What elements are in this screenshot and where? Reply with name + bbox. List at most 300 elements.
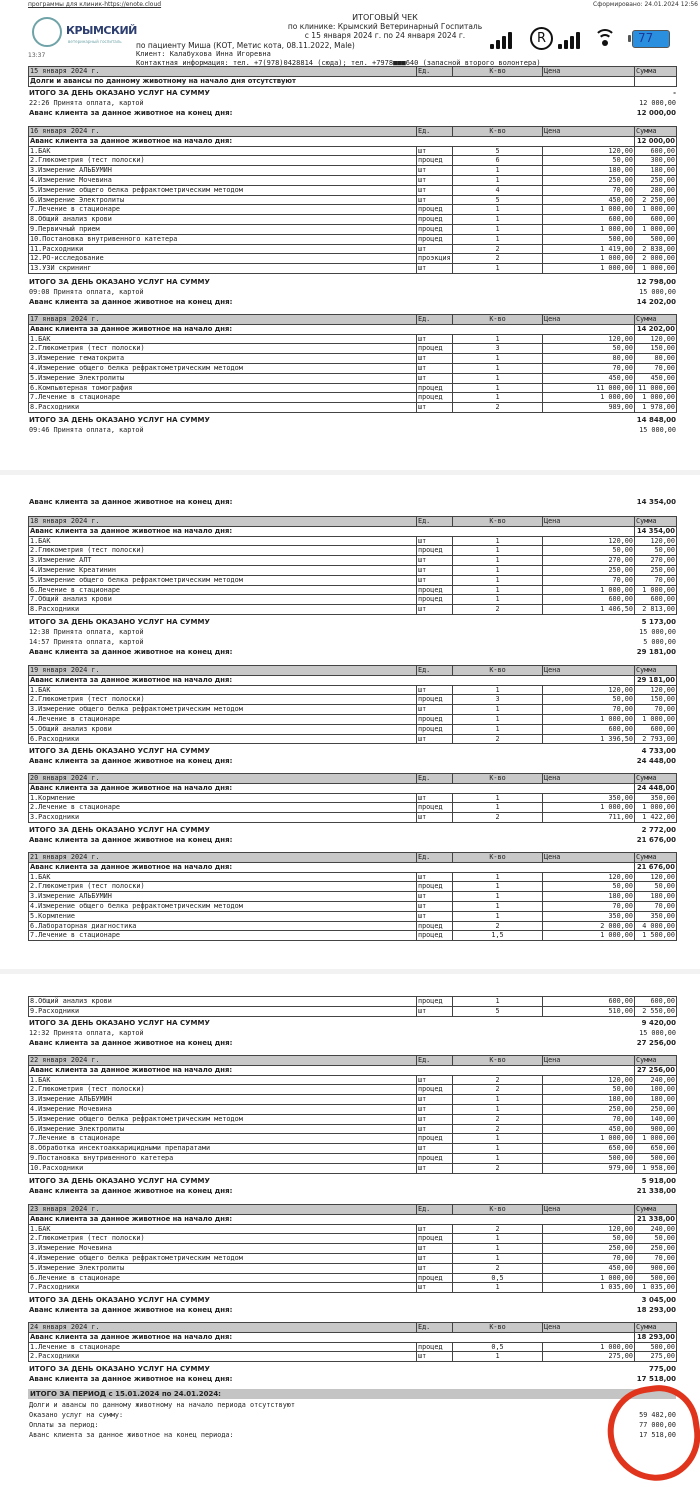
service-name: 8.Обработка инсектоаккарицидными препаратами xyxy=(29,1144,417,1154)
service-name: 5.Кормление xyxy=(29,911,417,921)
service-qty: 1 xyxy=(453,585,543,595)
column-qty: К-во xyxy=(453,67,543,77)
service-row xyxy=(29,1153,677,1163)
service-price: 120,00 xyxy=(543,1224,635,1234)
start-advance-value: 12 000,00 xyxy=(635,136,677,146)
service-name: 9.Постановка внутривенного катетера xyxy=(29,1153,417,1163)
service-name: 7.Расходники xyxy=(29,1283,417,1293)
service-sum: 140,00 xyxy=(635,1114,677,1124)
service-unit: шт xyxy=(417,793,453,803)
no-debts-label: Долги и авансы по данному животному на начало дня отсутствуют xyxy=(29,76,635,86)
payment-line-value: 15 000,00 xyxy=(639,1028,676,1037)
service-price: 1 000,00 xyxy=(543,224,635,234)
service-unit: шт xyxy=(417,1263,453,1273)
service-name: 4.Измерение Креатинин xyxy=(29,565,417,575)
service-sum: 150,00 xyxy=(635,344,677,354)
column-price: Цена xyxy=(543,67,635,77)
start-advance-label: Аванс клиента за данное животное на начало дня: xyxy=(29,783,635,793)
day-date: 20 января 2024 г. xyxy=(29,774,417,784)
service-name: 2.Глюкометрия (тест полоски) xyxy=(29,344,417,354)
service-row xyxy=(29,215,677,225)
service-price: 11 000,00 xyxy=(543,383,635,393)
end-advance-value: 29 181,00 xyxy=(636,648,676,656)
column-sum: Сумма xyxy=(635,127,677,137)
service-sum: 120,00 xyxy=(635,334,677,344)
service-name: 3.Измерение АЛЬБУМИН xyxy=(29,1095,417,1105)
service-qty: 1 xyxy=(453,354,543,364)
service-name: 6.Компьютерная томография xyxy=(29,383,417,393)
day-total-value: 9 420,00 xyxy=(641,1018,676,1027)
start-advance-row xyxy=(29,136,677,146)
service-price: 500,00 xyxy=(543,1153,635,1163)
end-advance xyxy=(29,647,676,657)
service-unit: шт xyxy=(417,244,453,254)
service-sum: 4 000,00 xyxy=(635,921,677,931)
service-row xyxy=(29,354,677,364)
service-qty: 1 xyxy=(453,705,543,715)
end-advance-value: 18 293,00 xyxy=(636,1306,676,1315)
service-sum: 1 035,00 xyxy=(635,1283,677,1293)
service-row xyxy=(29,546,677,556)
service-sum: 275,00 xyxy=(635,1352,677,1362)
period-no-debts-text: Долги и авансы по данному животному на начало периода отсутствуют xyxy=(29,1401,295,1409)
service-qty: 1 xyxy=(453,793,543,803)
service-unit: шт xyxy=(417,705,453,715)
service-name: 2.Глюкометрия (тест полоски) xyxy=(29,1234,417,1244)
end-advance-value: 14 202,00 xyxy=(636,297,676,306)
service-row xyxy=(29,1352,677,1362)
end-advance-value: 17 518,00 xyxy=(636,1374,676,1383)
day-total-label: ИТОГО ЗА ДЕНЬ ОКАЗАНО УСЛУГ НА СУММУ xyxy=(29,416,210,424)
service-sum: 1 000,00 xyxy=(635,714,677,724)
service-sum: 250,00 xyxy=(635,1244,677,1254)
service-sum: 600,00 xyxy=(635,724,677,734)
logo-emblem-icon xyxy=(32,17,62,47)
service-qty: 1 xyxy=(453,1352,543,1362)
service-qty: 2 xyxy=(453,813,543,823)
service-qty: 1 xyxy=(453,334,543,344)
column-sum: Сумма xyxy=(635,774,677,784)
service-sum: 350,00 xyxy=(635,793,677,803)
service-name: 4.Измерение Мочевина xyxy=(29,175,417,185)
service-unit: процед xyxy=(417,1085,453,1095)
service-price: 50,00 xyxy=(543,156,635,166)
service-unit: шт xyxy=(417,1095,453,1105)
service-row xyxy=(29,1263,677,1273)
signal-icon xyxy=(490,32,512,49)
service-name: 8.Расходники xyxy=(29,403,417,413)
end-advance xyxy=(29,1038,676,1048)
service-sum: 1 000,00 xyxy=(635,264,677,274)
service-row xyxy=(29,1224,677,1234)
payment-line xyxy=(29,637,676,647)
service-name: 2.Глюкометрия (тест полоски) xyxy=(29,156,417,166)
service-unit: процед xyxy=(417,215,453,225)
logo-name: КРЫМСКИЙ xyxy=(66,24,137,37)
column-sum: Сумма xyxy=(635,315,677,325)
service-price: 120,00 xyxy=(543,334,635,344)
service-price: 50,00 xyxy=(543,1085,635,1095)
signal-icon xyxy=(558,32,580,49)
day-date: 21 января 2024 г. xyxy=(29,853,417,863)
service-name: 5.Измерение общего белка рефрактометрическим методом xyxy=(29,575,417,585)
column-unit: Ед. xyxy=(417,67,453,77)
service-row xyxy=(29,595,677,605)
service-price: 450,00 xyxy=(543,1263,635,1273)
start-advance-row xyxy=(29,675,677,685)
service-row xyxy=(29,1273,677,1283)
day-total-label: ИТОГО ЗА ДЕНЬ ОКАЗАНО УСЛУГ НА СУММУ xyxy=(29,1176,210,1185)
service-name: 5.Измерение Электролиты xyxy=(29,1263,417,1273)
column-unit: Ед. xyxy=(417,1205,453,1215)
service-unit: шт xyxy=(417,901,453,911)
service-unit: процед xyxy=(417,714,453,724)
period-payments xyxy=(29,1420,676,1430)
day-total xyxy=(29,415,676,425)
service-price: 600,00 xyxy=(543,595,635,605)
registered-icon: R xyxy=(530,27,553,50)
service-row xyxy=(29,1244,677,1254)
service-name: 7.Лечение в стационаре xyxy=(29,393,417,403)
service-name: 7.Лечение в стационаре xyxy=(29,931,417,941)
service-qty: 5 xyxy=(453,1006,543,1016)
service-sum: 2 000,00 xyxy=(635,254,677,264)
service-sum: 70,00 xyxy=(635,901,677,911)
service-price: 70,00 xyxy=(543,185,635,195)
service-name: 5.Измерение общего белка рефрактометрическим методом xyxy=(29,185,417,195)
service-qty: 1 xyxy=(453,1244,543,1254)
end-advance-value: 21 676,00 xyxy=(636,835,676,844)
service-qty: 3 xyxy=(453,344,543,354)
column-price: Цена xyxy=(543,315,635,325)
service-unit: процед xyxy=(417,595,453,605)
client-line: Клиент: Калабухова Инна Игоревна xyxy=(136,50,271,58)
service-name: 8.Общий анализ крови xyxy=(29,215,417,225)
service-qty: 2 xyxy=(453,1075,543,1085)
service-sum: 1 422,00 xyxy=(635,813,677,823)
service-unit: шт xyxy=(417,1144,453,1154)
service-name: 1.БАК xyxy=(29,1075,417,1085)
service-unit: шт xyxy=(417,185,453,195)
start-advance-label: Аванс клиента за данное животное на начало дня: xyxy=(29,526,635,536)
service-row xyxy=(29,363,677,373)
service-row xyxy=(29,803,677,813)
service-qty: 1 xyxy=(453,565,543,575)
service-row xyxy=(29,166,677,176)
column-qty: К-во xyxy=(453,853,543,863)
service-qty: 1 xyxy=(453,546,543,556)
column-qty: К-во xyxy=(453,774,543,784)
service-sum: 350,00 xyxy=(635,911,677,921)
service-sum: 50,00 xyxy=(635,546,677,556)
day-table xyxy=(28,1055,677,1174)
service-unit: процед xyxy=(417,997,453,1007)
service-name: 4.Измерение общего белка рефрактометрическим методом xyxy=(29,1253,417,1263)
service-qty: 0,5 xyxy=(453,1342,543,1352)
service-name: 1.БАК xyxy=(29,1224,417,1234)
column-price: Цена xyxy=(543,666,635,676)
service-price: 120,00 xyxy=(543,872,635,882)
service-unit: процед xyxy=(417,383,453,393)
service-sum: 250,00 xyxy=(635,1104,677,1114)
service-qty: 5 xyxy=(453,146,543,156)
service-sum: 600,00 xyxy=(635,146,677,156)
service-row xyxy=(29,1114,677,1124)
start-advance-value: 14 202,00 xyxy=(635,324,677,334)
service-sum: 450,00 xyxy=(635,373,677,383)
day-total-label: ИТОГО ЗА ДЕНЬ ОКАЗАНО УСЛУГ НА СУММУ xyxy=(29,747,210,756)
day-date: 18 января 2024 г. xyxy=(29,517,417,527)
service-sum: 900,00 xyxy=(635,1124,677,1134)
day-total-label: ИТОГО ЗА ДЕНЬ ОКАЗАНО УСЛУГ НА СУММУ xyxy=(29,277,210,286)
end-advance-label: Аванс клиента за данное животное на конец дня: xyxy=(29,835,233,844)
end-advance-label: Аванс клиента за данное животное на конец дня: xyxy=(29,1038,233,1047)
service-name: 1.БАК xyxy=(29,685,417,695)
service-name: 1.БАК xyxy=(29,536,417,546)
service-name: 7.Лечение в стационаре xyxy=(29,1134,417,1144)
service-row xyxy=(29,921,677,931)
service-row xyxy=(29,254,677,264)
day-table xyxy=(28,66,677,87)
service-qty: 1 xyxy=(453,536,543,546)
start-advance-label: Аванс клиента за данное животное на начало дня: xyxy=(29,675,635,685)
service-unit: шт xyxy=(417,872,453,882)
service-qty: 6 xyxy=(453,156,543,166)
service-qty: 1 xyxy=(453,1144,543,1154)
service-name: 11.Расходники xyxy=(29,244,417,254)
payment-line xyxy=(29,627,676,637)
service-unit: шт xyxy=(417,565,453,575)
service-unit: проэкция xyxy=(418,254,451,263)
top-line xyxy=(0,0,700,9)
service-sum: 80,00 xyxy=(635,354,677,364)
service-name: 5.Измерение Электролиты xyxy=(29,373,417,383)
service-sum: 11 000,00 xyxy=(635,383,677,393)
service-row xyxy=(29,892,677,902)
service-unit: шт xyxy=(417,1253,453,1263)
service-unit: шт xyxy=(417,403,453,413)
service-unit: шт xyxy=(417,1124,453,1134)
service-row xyxy=(29,931,677,941)
service-row xyxy=(29,205,677,215)
service-qty: 1 xyxy=(453,872,543,882)
end-advance-label: Аванс клиента за данное животное на конец дня: xyxy=(29,1306,233,1315)
service-row xyxy=(29,1342,677,1352)
column-qty: К-во xyxy=(453,517,543,527)
service-qty: 3 xyxy=(453,695,543,705)
service-price: 600,00 xyxy=(543,724,635,734)
service-name: 10.Постановка внутривенного катетера xyxy=(29,234,417,244)
service-row xyxy=(29,1283,677,1293)
software-link[interactable]: программы для клиник-https://enote.cloud xyxy=(28,1,162,8)
service-name: 1.БАК xyxy=(29,872,417,882)
service-name: 6.Измерение Электролиты xyxy=(29,1124,417,1134)
service-row xyxy=(29,344,677,354)
day-date: 19 января 2024 г. xyxy=(29,666,417,676)
payment-line xyxy=(29,425,676,435)
service-name: 2.Расходники xyxy=(29,1352,417,1362)
service-price: 1 000,00 xyxy=(543,264,635,274)
service-sum: 500,00 xyxy=(635,234,677,244)
start-advance-row xyxy=(29,76,677,86)
service-unit: процед xyxy=(417,1153,453,1163)
service-qty: 1 xyxy=(453,1134,543,1144)
service-sum: 2 838,00 xyxy=(635,244,677,254)
service-row xyxy=(29,1104,677,1114)
wifi-icon xyxy=(594,29,616,47)
service-row xyxy=(29,175,677,185)
service-qty: 1 xyxy=(453,393,543,403)
service-price: 270,00 xyxy=(543,556,635,566)
service-sum: 120,00 xyxy=(635,685,677,695)
service-row xyxy=(29,734,677,744)
day-total xyxy=(29,1176,676,1186)
service-unit: процед xyxy=(417,393,453,403)
day-total-label: ИТОГО ЗА ДЕНЬ ОКАЗАНО УСЛУГ НА СУММУ xyxy=(29,618,210,626)
service-sum: 50,00 xyxy=(635,882,677,892)
service-price: 450,00 xyxy=(543,373,635,383)
service-price: 1 419,00 xyxy=(543,244,635,254)
end-advance-label: Аванс клиента за данное животное на конец дня: xyxy=(29,757,233,766)
service-price: 350,00 xyxy=(543,911,635,921)
service-price: 1 000,00 xyxy=(543,1273,635,1283)
service-unit: шт xyxy=(417,264,453,274)
day-date: 17 января 2024 г. xyxy=(29,315,417,325)
service-row xyxy=(29,393,677,403)
service-name: 3.Измерение общего белка рефрактометрическим методом xyxy=(29,705,417,715)
day-total-value: 5 918,00 xyxy=(641,1176,676,1185)
service-name: 2.Глюкометрия (тест полоски) xyxy=(29,695,417,705)
service-row xyxy=(29,901,677,911)
start-advance-label: Аванс клиента за данное животное на начало дня: xyxy=(29,136,635,146)
service-price: 1 000,00 xyxy=(543,803,635,813)
service-sum: 1 000,00 xyxy=(635,803,677,813)
service-unit: процед xyxy=(417,724,453,734)
service-row xyxy=(29,264,677,274)
service-name: 3.Измерение гематокрита xyxy=(29,354,417,364)
end-advance-label: Аванс клиента за данное животное на конец дня: xyxy=(29,648,233,656)
service-qty: 1 xyxy=(453,714,543,724)
service-name: 4.Лечение в стационаре xyxy=(29,714,417,724)
clinic-line: по клинике: Крымский Ветеринарный Госпиталь xyxy=(287,22,483,31)
start-advance-row xyxy=(29,1332,677,1342)
service-unit: шт xyxy=(417,354,453,364)
start-advance-label: Аванс клиента за данное животное на начало дня: xyxy=(29,862,635,872)
service-unit: процед xyxy=(417,882,453,892)
day-total xyxy=(29,617,676,627)
end-advance xyxy=(29,1186,676,1196)
service-row xyxy=(29,244,677,254)
service-price: 600,00 xyxy=(543,997,635,1007)
service-qty: 1 xyxy=(453,556,543,566)
period-payments-label: Оплаты за период: xyxy=(29,1421,99,1429)
service-row xyxy=(29,1124,677,1134)
service-price: 1 000,00 xyxy=(543,1342,635,1352)
payment-line-label: 12:32 Принята оплата, картой xyxy=(29,1028,144,1037)
day-total-value: 12 798,00 xyxy=(636,277,676,286)
service-qty: 1 xyxy=(453,911,543,921)
service-row xyxy=(29,685,677,695)
service-row xyxy=(29,714,677,724)
service-name: 1.Лечение в стационаре xyxy=(29,1342,417,1352)
start-advance-row xyxy=(29,862,677,872)
service-unit: процед xyxy=(417,1273,453,1283)
contact-line: Контактная информация: тел. +7(978)0428814 (сюда); тел. +7978■■■640 (запасной второго волонтера) xyxy=(136,59,541,67)
payment-line xyxy=(29,1028,676,1038)
column-price: Цена xyxy=(543,517,635,527)
service-price: 1 000,00 xyxy=(543,205,635,215)
day-date: 16 января 2024 г. xyxy=(29,127,417,137)
service-name: 6.Лечение в стационаре xyxy=(29,585,417,595)
service-unit: шт xyxy=(417,575,453,585)
service-price: 600,00 xyxy=(543,215,635,225)
service-sum: 70,00 xyxy=(635,705,677,715)
service-unit: процед xyxy=(417,224,453,234)
day-header-row xyxy=(29,1205,677,1215)
service-row xyxy=(29,565,677,575)
payment-line-value: 15 000,00 xyxy=(639,426,676,434)
service-name: 2.Глюкометрия (тест полоски) xyxy=(29,882,417,892)
logo-subtitle: ветеринарный госпиталь xyxy=(68,39,122,44)
service-qty: 1 xyxy=(453,373,543,383)
service-sum: 2 793,00 xyxy=(635,734,677,744)
service-row xyxy=(29,705,677,715)
service-price: 250,00 xyxy=(543,1104,635,1114)
service-name: 9.Расходники xyxy=(29,1006,417,1016)
period-end-advance xyxy=(29,1430,676,1440)
service-price: 1 035,00 xyxy=(543,1283,635,1293)
day-date: 15 января 2024 г. xyxy=(29,67,417,77)
service-qty: 2 xyxy=(453,1224,543,1234)
service-price: 180,00 xyxy=(543,166,635,176)
service-qty: 5 xyxy=(453,195,543,205)
column-unit: Ед. xyxy=(417,1056,453,1066)
service-unit: шт xyxy=(417,556,453,566)
column-price: Цена xyxy=(543,853,635,863)
day-header-row xyxy=(29,774,677,784)
service-unit: шт xyxy=(417,334,453,344)
start-advance-label: Аванс клиента за данное животное на начало дня: xyxy=(29,1065,635,1075)
service-unit: шт xyxy=(417,363,453,373)
service-name: 1.БАК xyxy=(29,334,417,344)
payment-line xyxy=(29,287,676,297)
period-line: с 15 января 2024 г. по 24 января 2024 г. xyxy=(304,31,466,40)
column-qty: К-во xyxy=(453,1323,543,1333)
start-advance-value: 27 256,00 xyxy=(635,1065,677,1075)
service-sum: 2 250,00 xyxy=(635,195,677,205)
day-total-label: ИТОГО ЗА ДЕНЬ ОКАЗАНО УСЛУГ НА СУММУ xyxy=(29,825,210,834)
service-row xyxy=(29,383,677,393)
service-row xyxy=(29,234,677,244)
service-qty: 1 xyxy=(453,234,543,244)
column-sum: Сумма xyxy=(635,67,677,77)
day-table xyxy=(28,126,677,274)
end-advance-label: Аванс клиента за данное животное на конец дня: xyxy=(29,297,233,306)
day-total-label: ИТОГО ЗА ДЕНЬ ОКАЗАНО УСЛУГ НА СУММУ xyxy=(29,1296,210,1305)
period-summary-title: ИТОГО ЗА ПЕРИОД с 15.01.2024 по 24.01.2024: xyxy=(28,1389,676,1399)
service-row xyxy=(29,373,677,383)
service-qty: 1 xyxy=(453,1253,543,1263)
service-qty: 2 xyxy=(453,734,543,744)
service-unit: шт xyxy=(417,605,453,615)
service-unit: процед xyxy=(417,695,453,705)
end-advance xyxy=(29,1305,676,1315)
service-name: 10.Расходники xyxy=(29,1163,417,1173)
day-table xyxy=(28,314,677,413)
start-advance-value: 14 354,00 xyxy=(635,526,677,536)
day-total-value: - xyxy=(673,88,676,97)
payment-line-value: 12 000,00 xyxy=(639,98,676,107)
